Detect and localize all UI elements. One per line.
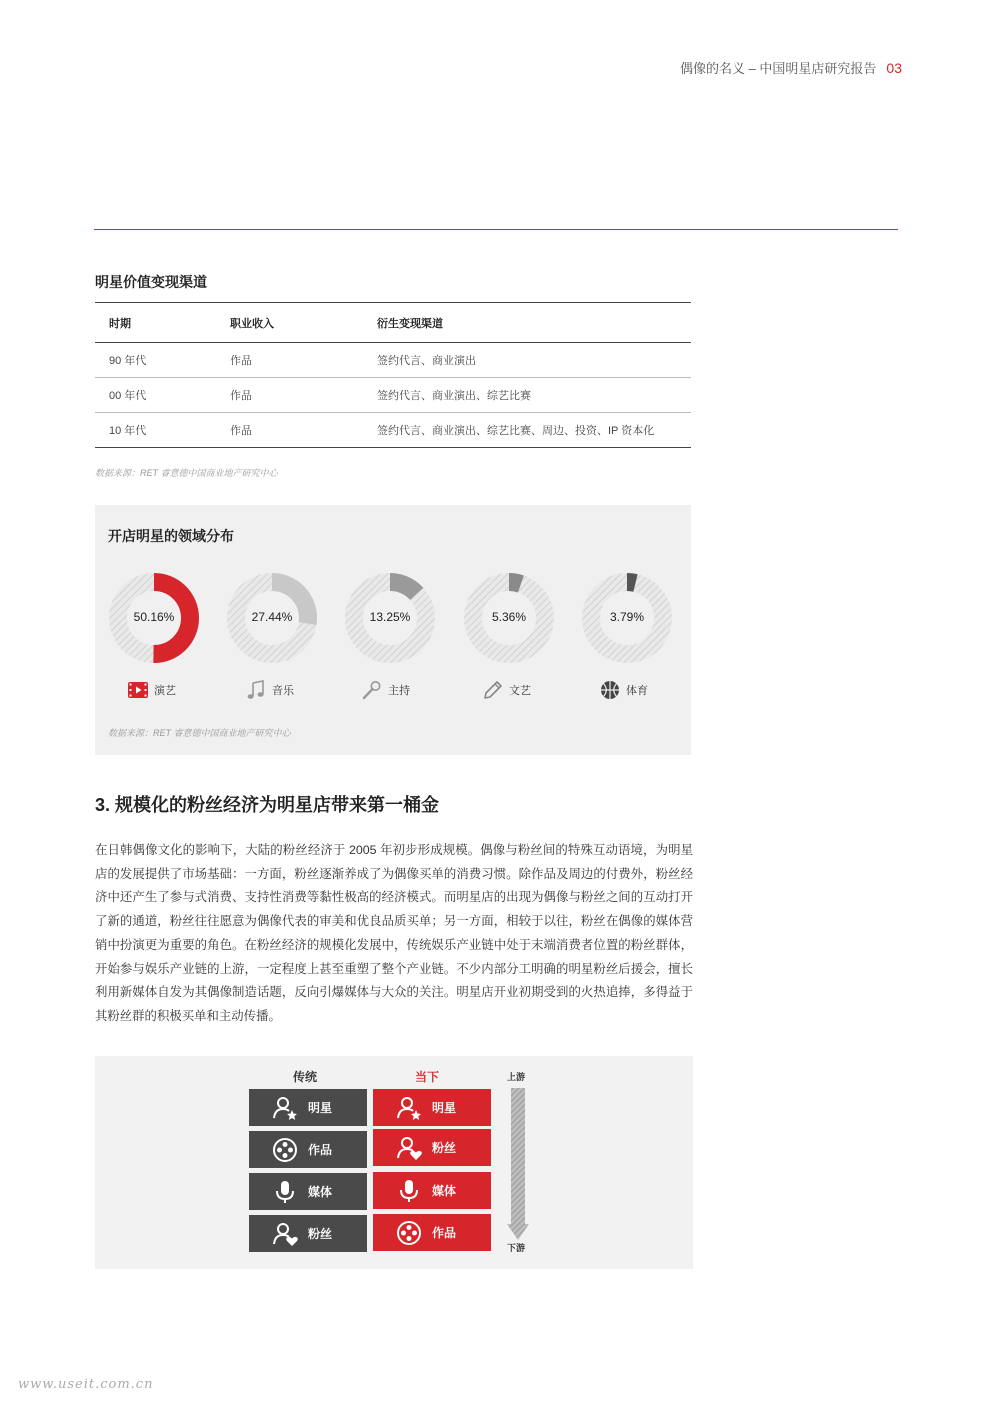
- income-cell: 作品: [217, 343, 364, 378]
- period-cell: 00 年代: [95, 378, 217, 413]
- category-label: 主持: [388, 685, 410, 697]
- current-stage-works: [373, 1214, 491, 1251]
- domain-chart-title: 开店明星的领域分布: [108, 528, 234, 544]
- donut-value-label: 50.16%: [133, 610, 175, 624]
- category-music: [246, 680, 294, 700]
- current-stage-media: [373, 1172, 491, 1209]
- channels-cell: 签约代言、商业演出: [364, 343, 691, 378]
- section-heading: 3. 规模化的粉丝经济为明星店带来第一桶金: [95, 795, 440, 815]
- stage-label: 明星: [432, 1101, 457, 1115]
- heart-person-icon: [272, 1221, 298, 1247]
- table-source-note: 数据来源：RET 睿意德中国商业地产研究中心: [95, 468, 278, 478]
- table-row: [95, 413, 691, 448]
- section-body-paragraph: 在日韩偶像文化的影响下，大陆的粉丝经济于 2005 年初步形成规模。偶像与粉丝间的特殊互动语境，为明星店的发展提供了市场基础：一方面，粉丝逐渐养成了为偶像买单的消费习惯。除作品及周边的付费外，粉丝经济中还产生了参与式消费、支持性消费等黏性极高的经济模式。而明星店的出现为偶像与粉丝之间的互动打开了新的通道，粉丝往往愿意为偶像代表的审美和优良品质买单；另一方面，相较于以往，粉丝在偶像的媒体营销中扮演更为重要的角色。在粉丝经济的规模化发展中，传统娱乐产业链中处于末端消费者位置的粉丝群体，开始参与娱乐产业链的上游，一定程度上甚至重塑了整个产业链。不少内部分工明确的明星粉丝后援会，擅长利用新媒体自发为其偶像制造话题，反向引爆媒体与大众的关注。明星店开业初期受到的火热追捧，多得益于其粉丝群的积极买单和主动传播。: [95, 843, 693, 1023]
- traditional-stage-media: [249, 1173, 367, 1210]
- donut-value-label: 3.79%: [609, 610, 645, 624]
- channels-cell: 签约代言、商业演出、综艺比赛: [364, 378, 691, 413]
- film-reel-icon: [396, 1220, 422, 1246]
- basketball-icon: [600, 680, 620, 700]
- star-person-icon: [396, 1095, 422, 1121]
- current-stage-fans: [373, 1129, 491, 1166]
- stage-label: 媒体: [308, 1185, 333, 1199]
- monetization-table: [95, 302, 691, 448]
- domain-distribution-panel: [95, 505, 691, 755]
- stage-label: 作品: [432, 1226, 457, 1240]
- page-header: [680, 58, 902, 77]
- music-note-icon: [246, 680, 266, 700]
- table-row: [95, 378, 691, 413]
- category-performing-arts: [128, 680, 176, 700]
- traditional-stage-fans: [249, 1215, 367, 1252]
- category-sports: [600, 680, 648, 700]
- donut-chart-group: [95, 505, 691, 755]
- page-number: 03: [886, 60, 902, 76]
- category-hosting: [362, 680, 410, 700]
- period-cell: 10 年代: [95, 413, 217, 448]
- table-row: [95, 343, 691, 378]
- period-cell: 90 年代: [95, 343, 217, 378]
- downstream-arrow-icon: [507, 1088, 529, 1240]
- category-label: 音乐: [272, 685, 294, 697]
- watermark: www.useit.com.cn: [18, 1377, 154, 1392]
- current-stage-star: [373, 1089, 491, 1126]
- traditional-column-heading: 传统: [293, 1070, 318, 1084]
- traditional-stage-star: [249, 1089, 367, 1126]
- report-title: 偶像的名义 – 中国明星店研究报告: [679, 61, 877, 76]
- category-label: 演艺: [154, 685, 176, 697]
- current-column-heading: 当下: [415, 1070, 440, 1084]
- column-header-period: 时期: [95, 303, 217, 343]
- stage-label: 明星: [308, 1101, 333, 1115]
- video-play-icon: [128, 680, 148, 700]
- donut-value-label: 13.25%: [369, 610, 411, 624]
- microphone-icon: [272, 1179, 298, 1205]
- donut-value-label: 5.36%: [491, 610, 527, 624]
- microphone-icon: [362, 680, 382, 700]
- category-label: 文艺: [509, 685, 531, 697]
- chart-source-note: 数据来源：RET 睿意德中国商业地产研究中心: [108, 728, 291, 738]
- category-literature-arts: [483, 680, 531, 700]
- upstream-label: 上游: [507, 1073, 526, 1083]
- channels-cell: 签约代言、商业演出、综艺比赛、周边、投资、IP 资本化: [364, 413, 691, 448]
- table-title: 明星价值变现渠道: [95, 274, 207, 290]
- heart-person-icon: [396, 1135, 422, 1161]
- pencil-icon: [483, 680, 503, 700]
- stage-label: 粉丝: [308, 1227, 333, 1241]
- microphone-icon: [396, 1178, 422, 1204]
- category-label: 体育: [626, 685, 648, 697]
- stage-label: 作品: [308, 1143, 333, 1157]
- star-person-icon: [272, 1095, 298, 1121]
- header-divider: [94, 229, 898, 230]
- donut-value-label: 27.44%: [251, 610, 293, 624]
- column-header-income: 职业收入: [217, 303, 364, 343]
- stage-label: 媒体: [432, 1184, 457, 1198]
- industry-chain-diagram: [95, 1056, 693, 1269]
- income-cell: 作品: [217, 413, 364, 448]
- traditional-stage-works: [249, 1131, 367, 1168]
- income-cell: 作品: [217, 378, 364, 413]
- downstream-label: 下游: [507, 1244, 526, 1254]
- table-header-row: [95, 303, 691, 343]
- film-reel-icon: [272, 1137, 298, 1163]
- column-header-channels: 衍生变现渠道: [364, 303, 691, 343]
- stage-label: 粉丝: [432, 1141, 457, 1155]
